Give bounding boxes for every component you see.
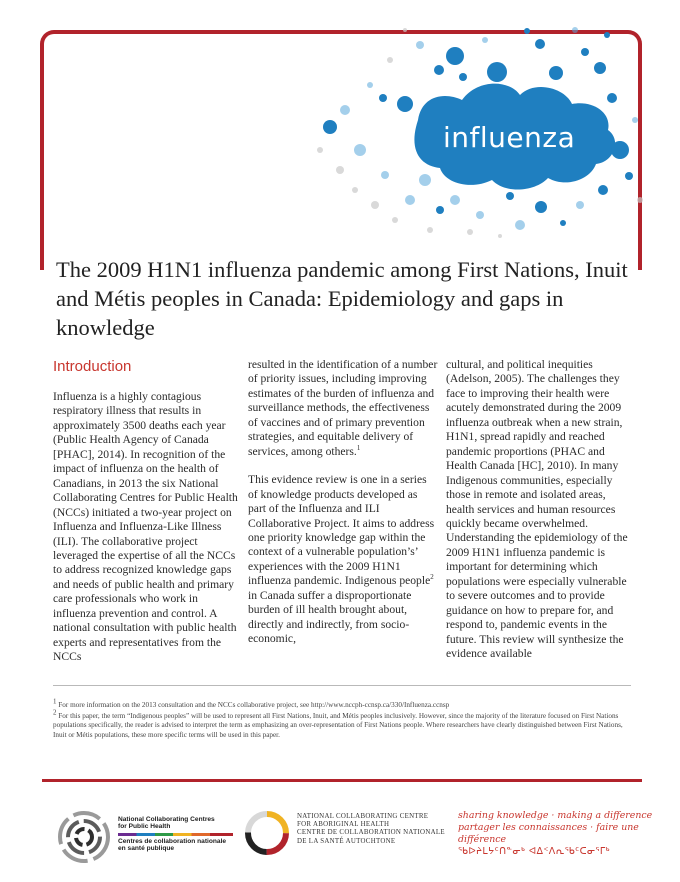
tagline-inuktitut: ᖃᐅᔨᒪᔭᑦᑎᓐᓂᒃ ᐊᐃᑉᐱᕆᖃᑦᑕᓂᕐᒥᒃ bbox=[458, 846, 610, 857]
footnote-1-mark: 1 bbox=[53, 697, 57, 706]
footnote-2 bbox=[53, 708, 631, 740]
section-heading: Introduction bbox=[53, 358, 132, 375]
body-column-3 bbox=[446, 358, 636, 662]
tagline-english: sharing knowledge · making a difference bbox=[458, 810, 653, 821]
column-2-paragraph-2-text-b: in Canada suffer a disproportionate burden of ill health brought about, directly and indirectly, from socio-economic, bbox=[248, 588, 412, 646]
footnote-2-text: For this paper, the term “Indigenous peoples” will be used to represent all First Nations, Inuit, and Métis peoples inclusively. However, since the majority of the literature focused on First Nations populations specifically, the reader is advised to interpret the term as emphasizing an over-representation of First Nations people. Where researchers have clearly distinguished between First Nations, Inuit or Métis populations, these more specific terms will be used in this paper. bbox=[53, 712, 623, 739]
ncc-line-3: Centres de collaboration nationale bbox=[118, 837, 227, 845]
nccah-logo-icon bbox=[242, 808, 292, 858]
ncc-logo-text bbox=[118, 816, 233, 853]
ink-splash-banner bbox=[300, 0, 650, 240]
nccah-line-3: CENTRE DE COLLABORATION NATIONALE bbox=[297, 829, 445, 837]
footnote-1 bbox=[53, 697, 631, 710]
nccah-line-4: DE LA SANTÉ AUTOCHTONE bbox=[297, 837, 396, 845]
nccah-logo-text bbox=[297, 813, 445, 846]
column-2-paragraph-1-text: resulted in the identification of a number of priority issues, including improving estimates of the burden of influenza and surveillance methods, the effectiveness of vaccines and of primary prevention strategies, and equitable delivery of services, among others. bbox=[248, 358, 438, 458]
footnote-divider bbox=[53, 685, 631, 686]
nccah-line-1: NATIONAL COLLABORATING CENTRE bbox=[297, 813, 429, 820]
column-3-text: cultural, and political inequities (Adelson, 2005). The challenges they face to improving their health were acutely demonstrated during the 2009 influenza outbreak when a new strain, H1N1, spread rapidly and reached pandemic proportions (PHAC and Health Canada [HC], 2010). In many Indigenous communities, especially those in remote and isolated areas, health services and human resources quickly became overwhelmed. Understanding the epidemiology of the 2009 H1N1 influenza pandemic is important for determining which populations were especially vulnerable to severe outcomes and to provide guidance on how to prepare for, and respond to, pandemic events in the future. This review will synthesize the evidence available bbox=[446, 358, 628, 661]
tagline-french: partager les connaissances · faire une différence bbox=[458, 822, 639, 845]
footnote-2-mark: 2 bbox=[53, 708, 57, 717]
footnote-ref-2: 2 bbox=[430, 573, 434, 582]
column-2-paragraph-2 bbox=[248, 473, 438, 646]
tagline bbox=[458, 810, 680, 858]
ncc-line-1: National Collaborating Centres bbox=[118, 816, 215, 823]
footnote-ref-1: 1 bbox=[356, 443, 361, 452]
ncc-line-4: en santé publique bbox=[118, 845, 175, 853]
ncc-logo-icon bbox=[55, 808, 113, 866]
ncc-line-2: for Public Health bbox=[118, 823, 171, 831]
body-column-1 bbox=[53, 390, 243, 665]
column-2-paragraph-1 bbox=[248, 358, 438, 459]
body-column-2 bbox=[248, 358, 438, 647]
column-2-paragraph-2-text-a: This evidence review is one in a series of knowledge products developed as part of the Influenza and ILI Collaborative Project. It aims to address one priority knowledge gap within the context of a vulnerable population’s’ experiences with the 2009 H1N1 influenza pandemic. Indigenous people bbox=[248, 473, 435, 588]
footer-divider bbox=[42, 779, 642, 782]
document-title: The 2009 H1N1 influenza pandemic among First Nations, Inuit and Métis peoples in Canada: Epidemiology and gaps in knowledge bbox=[56, 257, 628, 340]
banner-word: influenza bbox=[443, 121, 576, 154]
footnote-1-text: For more information on the 2013 consultation and the NCCs collaborative project, see http://www.nccph-ccnsp.ca/330/Influenza.ccnsp bbox=[56, 701, 450, 709]
column-1-text: Influenza is a highly contagious respiratory illness that results in approximately 3500 deaths each year (Public Health Agency of Canada [PHAC], 2014). In recognition of the impact of influenza on the health of Canadians, in 2013 the six National Collaborating Centres for Public Health (NCCs) initiated a two-year project on Influenza and Influenza-Like Illness (ILI). The collaborative project leveraged the expertise of all the NCCs to address recognized knowledge gaps and needs of public health and primary care professionals who work in influenza prevention and control. A national consultation with public health experts and representatives from the NCCs bbox=[53, 390, 238, 664]
nccah-line-2: FOR ABORIGINAL HEALTH bbox=[297, 821, 390, 829]
